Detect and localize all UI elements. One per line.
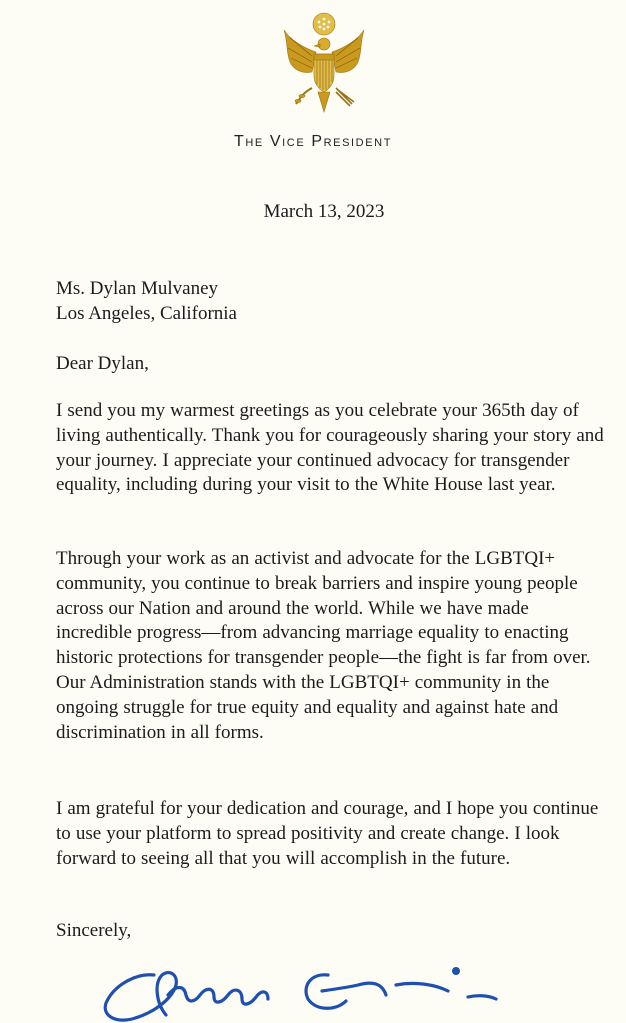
body-paragraph-2: Through your work as an activist and advocate for the LGBTQI+ community, you continue to break barriers and inspire young people across our Nation and around the world. While we have made incredible progress—from advancing marriage equality to enacting historic protections for transgender people—the fight is far from over. Our Administration stands with the LGBTQI+ community in the ongoing struggle for true equity and equality and against hate and discrimination in all forms. [56, 548, 591, 743]
recipient-location: Los Angeles, California [56, 303, 237, 324]
closing: Sincerely, [56, 920, 132, 941]
salutation: Dear Dylan, [56, 353, 149, 374]
recipient-block [56, 276, 237, 326]
body-paragraph-1: I send you my warmest greetings as you celebrate your 365th day of living authentically. Thank you for courageously sharing your story and your journey. I appreciate your continued advocacy for transgender equality, including during your visit to the White House last year. [56, 400, 604, 496]
recipient-name: Ms. Dylan Mulvaney [56, 278, 219, 299]
letterhead-title: The Vice President [233, 133, 393, 150]
handwritten-signature [96, 945, 526, 1023]
body-paragraph-3: I am grateful for your dedication and courage, and I hope you continue to use your platform to spread positivity and create change. I look forward to seeing all that you will accomplish in the future. [56, 798, 599, 869]
letter-date: March 13, 2023 [263, 201, 385, 222]
vice-presidential-eagle-seal-icon [276, 10, 372, 118]
